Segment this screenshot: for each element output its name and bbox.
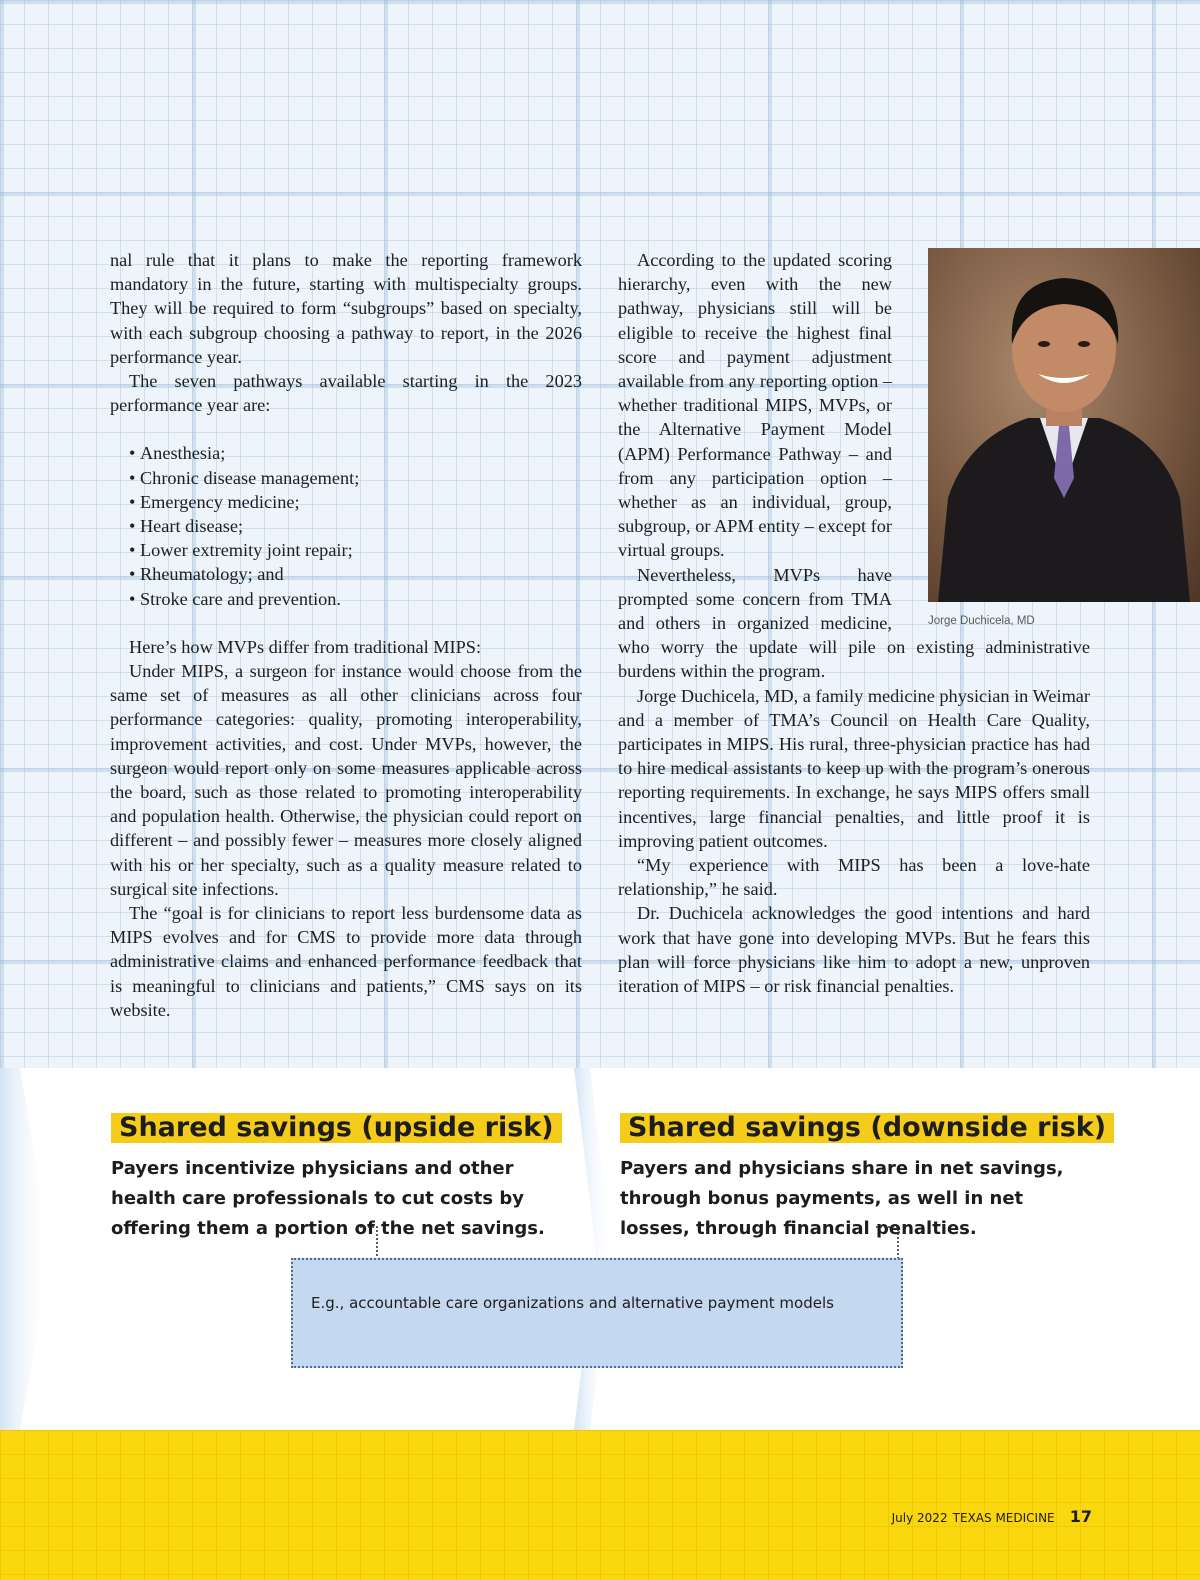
paragraph: Nevertheless, MVPs have prompted some concern from TMA and others in organized medicine, who worry the update will pile on existing administrative burdens within the program.: [618, 564, 1090, 682]
list-item: • Stroke care and prevention.: [129, 587, 582, 611]
paragraph: The “goal is for clinicians to report less burdensome data as MIPS evolves and for CMS to provide more data through administrative claims and enhanced performance feedback that is meaningful to clinicians and patients,” CMS says on its website.: [110, 903, 582, 1020]
paragraph: Dr. Duchicela acknowledges the good intentions and hard work that have gone into developing MVPs. But he fears this plan will force physicians like him to adopt a new, unproven iteration of MIPS – or risk financial penalties.: [618, 903, 1090, 997]
paragraph: nal rule that it plans to make the reporting framework mandatory in the future, starting with multispecialty groups. They will be required to form “subgroups” based on specialty, with each subgroup choosing a pathway to report, in the 2026 performance year.: [110, 250, 582, 367]
portrait-illustration: [928, 248, 1200, 602]
portrait-photo: [928, 248, 1200, 628]
dotted-connectors: [0, 1068, 1200, 1430]
list-item: • Anesthesia;: [129, 441, 582, 465]
folio: [892, 1507, 1092, 1526]
page-footer: [0, 1430, 1200, 1580]
paragraph: Under MIPS, a surgeon for instance would choose from the same set of measures as all other clinicians across four performance categories: quality, promoting interoperability, improvement activities, and cost. Under MVPs, however, the surgeon would report only on some measures applicable across the board, such as those related to promoting interoperability and population health. Otherwise, the physician could report on different – and possibly fewer – measures more closely aligned with his or her specialty, such as a quality measure related to surgical site infections.: [110, 661, 582, 899]
article-left-column: [110, 248, 582, 1022]
page-number: 17: [1069, 1507, 1092, 1526]
pathways-list: [110, 441, 582, 610]
list-item: • Emergency medicine;: [129, 490, 582, 514]
portrait-image: [928, 248, 1200, 602]
paragraph: Jorge Duchicela, MD, a family medicine physician in Weimar and a member of TMA’s Council on Health Care Quality, participates in MIPS. His rural, three-physician practice has had to hire medical assistants to keep up with the program’s onerous reporting requirements. In exchange, he says MIPS offers small incentives, large financial penalties, and little proof it is improving patient outcomes.: [618, 685, 1090, 851]
list-item: • Heart disease;: [129, 514, 582, 538]
upside-risk-title: Shared savings (upside risk): [111, 1113, 562, 1143]
photo-caption: Jorge Duchicela, MD: [928, 615, 1035, 627]
issue-date: July 2022: [891, 1511, 948, 1525]
list-item: • Chronic disease management;: [129, 466, 582, 490]
list-item: • Lower extremity joint repair;: [129, 538, 582, 562]
example-box: E.g., accountable care organizations and alternative payment models: [291, 1258, 903, 1368]
list-item: • Rheumatology; and: [129, 562, 582, 586]
article-right-column: [618, 248, 1090, 998]
paragraph: Here’s how MVPs differ from traditional MIPS:: [129, 636, 482, 657]
upside-risk-description: Payers incentivize physicians and other health care professionals to cut costs by offering them a portion of the net savings.: [111, 1158, 545, 1239]
shared-savings-graphic: [0, 1068, 1200, 1430]
downside-risk-description: Payers and physicians share in net savings, through bonus payments, as well in net losses, through financial penalties.: [620, 1158, 1064, 1239]
paragraph: The seven pathways available starting in the 2023 performance year are:: [110, 371, 582, 416]
paragraph: “My experience with MIPS has been a love-hate relationship,” he said.: [618, 855, 1090, 900]
publication-name: TEXAS MEDICINE: [952, 1511, 1055, 1525]
paragraph: According to the updated scoring hierarchy, even with the new pathway, physicians still will be eligible to receive the highest final score and payment adjustment available from any reporting option – whether traditional MIPS, MVPs, or the Alternative Payment Model (APM) Performance Pathway – and from any participation option – whether as an individual, group, subgroup, or APM entity – except for virtual groups.: [618, 250, 892, 561]
downside-risk-title: Shared savings (downside risk): [620, 1113, 1114, 1143]
